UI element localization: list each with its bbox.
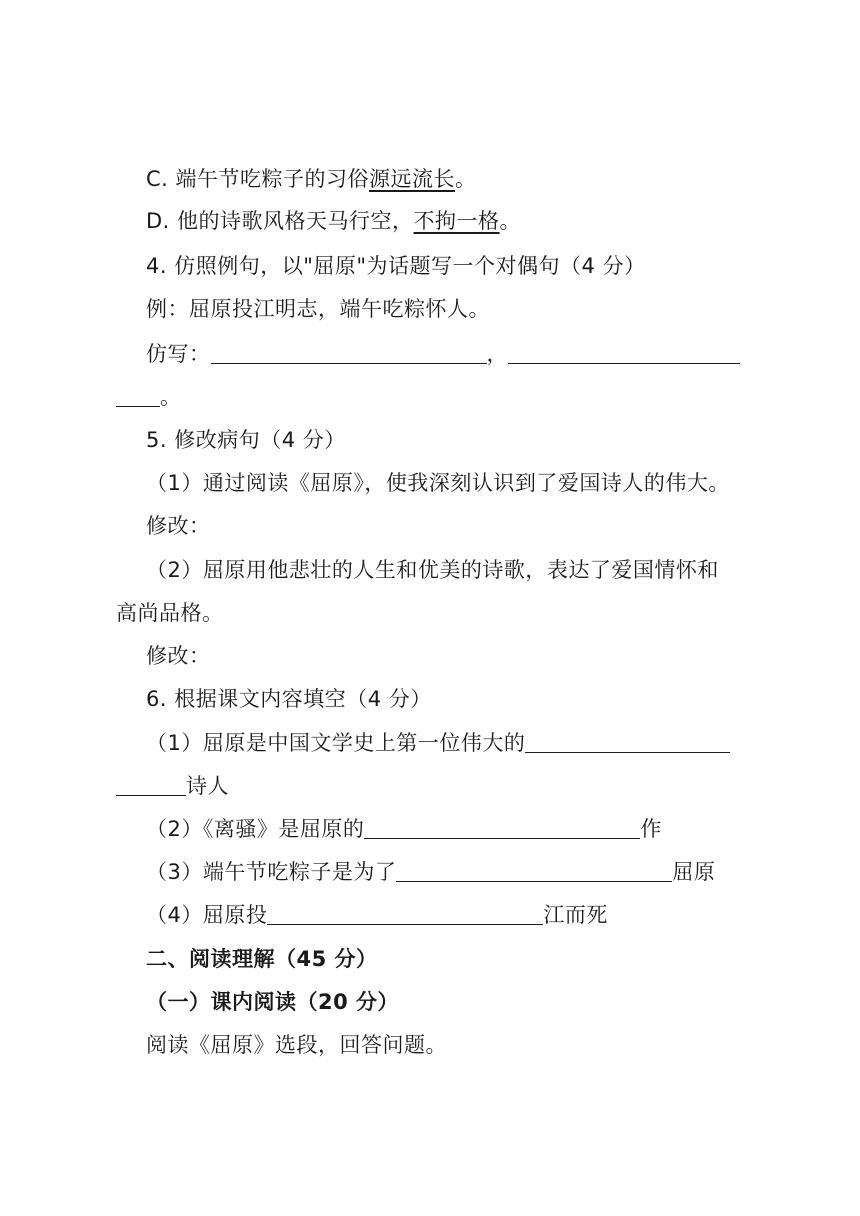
q5-revise-label-2: 修改： bbox=[146, 644, 211, 668]
option-c-text: C. 端午节吃粽子的习俗 bbox=[146, 167, 370, 191]
answer-blank-2[interactable] bbox=[508, 343, 740, 364]
q6-title: 6. 根据课文内容填空（4 分） bbox=[146, 687, 432, 711]
write-label: 仿写： bbox=[146, 342, 211, 366]
q6-item1-text: （1）屈原是中国文学史上第一位伟大的 bbox=[146, 731, 526, 755]
fill-blank-2[interactable] bbox=[364, 818, 640, 839]
section2-title: 二、阅读理解（45 分） bbox=[146, 947, 378, 971]
q6-item3 bbox=[146, 858, 860, 886]
comma: ， bbox=[486, 342, 508, 366]
q5-item2-line1: （2）屈原用他悲壮的人生和优美的诗歌，表达了爱国情怀和 bbox=[146, 558, 719, 582]
q6-item1-line2 bbox=[116, 772, 860, 800]
period: 。 bbox=[160, 385, 182, 409]
q6-item2-end: 作 bbox=[640, 817, 662, 841]
answer-blank-1[interactable] bbox=[211, 343, 487, 364]
q4-title: 4. 仿照例句，以"屈原"为话题写一个对偶句（4 分） bbox=[146, 254, 646, 278]
q6-item1-end: 诗人 bbox=[186, 774, 229, 798]
fill-blank-1b[interactable] bbox=[116, 775, 186, 796]
fill-blank-1a[interactable] bbox=[525, 732, 730, 753]
q6-item3-end: 屈原 bbox=[672, 860, 716, 884]
q5-item1: （1）通过阅读《屈原》，使我深刻认识到了爱国诗人的伟大。 bbox=[146, 471, 730, 495]
option-c bbox=[146, 165, 860, 193]
q6-item2 bbox=[146, 815, 860, 843]
q4-example: 例：屈原投江明志，端午吃粽怀人。 bbox=[146, 297, 490, 321]
option-c-underlined: 源远流长 bbox=[369, 167, 456, 191]
q4-write-line-cont bbox=[116, 383, 860, 411]
option-d bbox=[146, 207, 860, 235]
q5-title: 5. 修改病句（4 分） bbox=[146, 428, 346, 452]
section2-sub1: （一）课内阅读（20 分） bbox=[146, 990, 400, 1014]
section2-instruction: 阅读《屈原》选段，回答问题。 bbox=[146, 1033, 447, 1057]
option-d-text: D. 他的诗歌风格天马行空， bbox=[146, 209, 414, 233]
option-c-end: 。 bbox=[455, 167, 477, 191]
option-d-underlined: 不拘一格 bbox=[413, 209, 500, 233]
q5-revise-label-1: 修改： bbox=[146, 514, 211, 538]
q6-item4-end: 江而死 bbox=[543, 903, 608, 927]
fill-blank-3[interactable] bbox=[396, 861, 672, 882]
q6-item2-text: （2）《离骚》是屈原的 bbox=[146, 817, 365, 841]
fill-blank-4[interactable] bbox=[267, 904, 543, 925]
q4-write-line bbox=[146, 340, 860, 368]
q5-item2-line2: 高尚品格。 bbox=[116, 601, 224, 625]
q6-item4 bbox=[146, 901, 860, 929]
answer-blank-3[interactable] bbox=[116, 386, 160, 407]
q6-item1-line1 bbox=[146, 729, 860, 757]
option-d-end: 。 bbox=[499, 209, 522, 233]
q6-item3-text: （3）端午节吃粽子是为了 bbox=[146, 860, 397, 884]
q6-item4-text: （4）屈原投 bbox=[146, 903, 268, 927]
